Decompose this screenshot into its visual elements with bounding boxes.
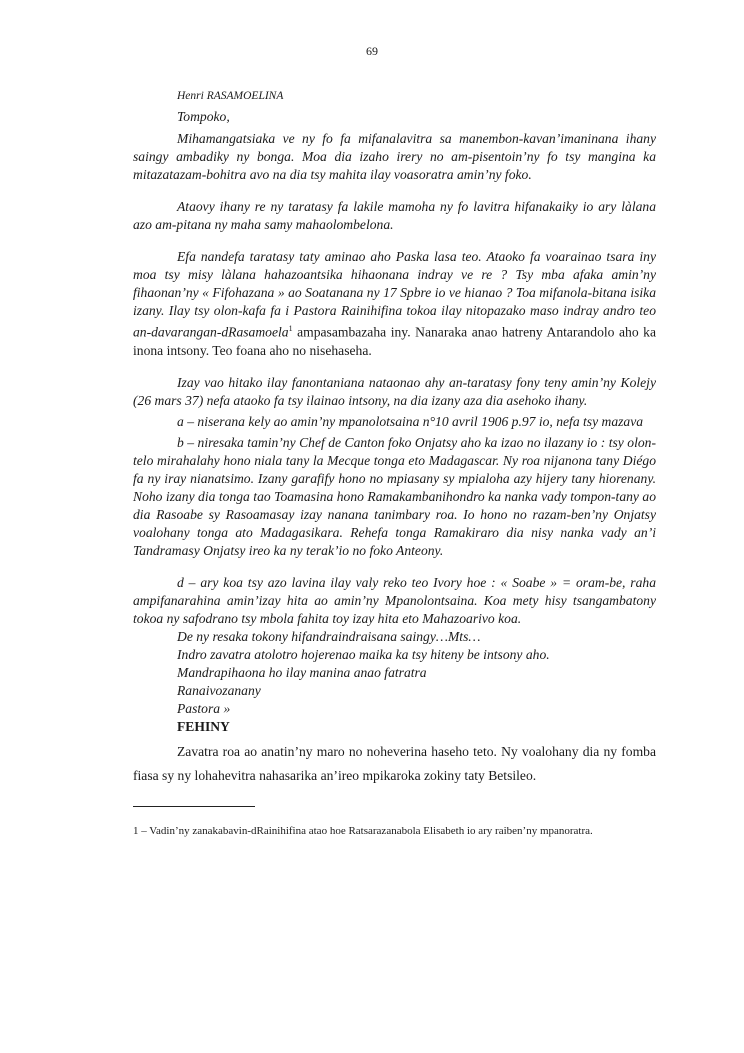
letter-greeting: Tompoko, bbox=[177, 109, 230, 124]
letter-paragraph-3 bbox=[133, 248, 656, 360]
letter-item-d: d – ary koa tsy azo lavina ilay valy reko teo Ivory hoe : « Soabe » = oram-be, raha ampifanarahina amin’izay hita ao amin’ny Mpanolontsaina. Koa mety hisy tsangambatony tokoa ny safodrano tsy mbola fahita toy izay hita eto Mahazoarivo koa. bbox=[133, 574, 656, 626]
letter-paragraph-2: Ataovy ihany re ny taratasy fa lakile mamoha ny fo lavitra hifanakaiky io ary làlana azo am-pitana ny maha samy mahaolombelona. bbox=[133, 199, 656, 232]
closing-line: Mandrapihaona ho ilay manina anao fatratra bbox=[177, 664, 427, 680]
letter-paragraph-4: Izay vao hitako ilay fanontaniana nataonao ahy an-taratasy fony teny amin’ny Kolejy (26 mars 37) nefa ataoko fa tsy ilainao intsony, na dia izany aza dia asehoko ihany. bbox=[133, 374, 656, 408]
letter-item-b: b – niresaka tamin’ny Chef de Canton foko Onjatsy aho ka izao no ilazany io : tsy olon-telo mirahalahy hono niala tany la Mecque tonga eto Madagascar. Ny roa nijanona tany Diégo fa ny iray nianatsimo. Izany garafify hono no mpiasany sy mpialoha azy hijery tany hiorenany. Noho izany dia tonga tao Toamasina hono Ramakambanihondro ka nanka vady tompon-tany ao dia Rasoabe sy Rasoamasay izay nanana tanimbary roa. Io hono no razam-ben’ny Onjatsy voalohany tonga ato Madagasikara. Rehefa tonga Ramakiraro dia nisy nanka vady an’i Tandramasy Onjatsy ireo ka ny terak’io no foko Anteony. bbox=[133, 434, 656, 558]
footnote-reference: 1 bbox=[288, 324, 293, 333]
end-label: FEHINY bbox=[177, 718, 230, 734]
letter-author: Henri RASAMOELINA bbox=[177, 90, 284, 102]
footnote-divider bbox=[133, 806, 255, 807]
page-number: 69 bbox=[366, 44, 378, 58]
closing-line: Indro zavatra atolotro hojerenao maika ka tsy hiteny be intsony aho. bbox=[177, 646, 550, 662]
letter-paragraph-1: Mihamangatsiaka ve ny fo fa mifanalavitra sa manembon-kavan’imaninana ihany saingy ambadiky ny bonga. Moa dia izaho irery no am-pisentoin’ny fo tsy mangina ka mitazatazam-bohitra avo na dia tsy mahita ilay voasoratra amin’ny foko. bbox=[133, 131, 656, 182]
signature-name: Ranaivozanany bbox=[177, 682, 261, 698]
closing-line: De ny resaka tokony hifandraindraisana saingy…Mts… bbox=[177, 628, 481, 644]
letter-item-a: a – niserana kely ao amin’ny mpanolotsaina n°10 avril 1906 p.97 io, nefa tsy mazava bbox=[177, 413, 644, 429]
letter-paragraph-3-italic: Efa nandefa taratasy taty aminao aho Paska lasa teo. Ataoko fa voarainao tsara iny moa tsy misy làlana hahazoantsika hihaonana indray ve re ? Tsy mba afaka amin’ny fihaonan’ny « Fifohazana » ao Soatanana ny 17 Spbre io ve hianao ? Toa mifanola-bitana isika izany. Ilay tsy olon-kafa fa i Pastora Rainihifina tokoa ilay nitopazako maso indray andro teo an-davarangan-dRasamoela bbox=[133, 249, 656, 340]
footnote: 1 – Vadin’ny zanakabavin-dRainihifina atao hoe Ratsarazanabola Elisabeth io ary raiben’ny mpanoratra. bbox=[133, 824, 593, 837]
page-content bbox=[133, 88, 656, 843]
letter-paragraph-3-roman: ampasambazaha iny. Nanaraka anao hatreny Antarandolo aho ka inona intsony. Teo foana aho no nisehaseha. bbox=[133, 324, 656, 358]
commentary-paragraph: Zavatra roa ao anatin’ny maro no noheverina haseho teto. Ny voalohany dia ny fomba fiasa sy ny lohahevitra nahasarika an’ireo mpikaroka zokiny taty Betsileo. bbox=[133, 743, 656, 783]
signature-title: Pastora » bbox=[177, 700, 231, 716]
